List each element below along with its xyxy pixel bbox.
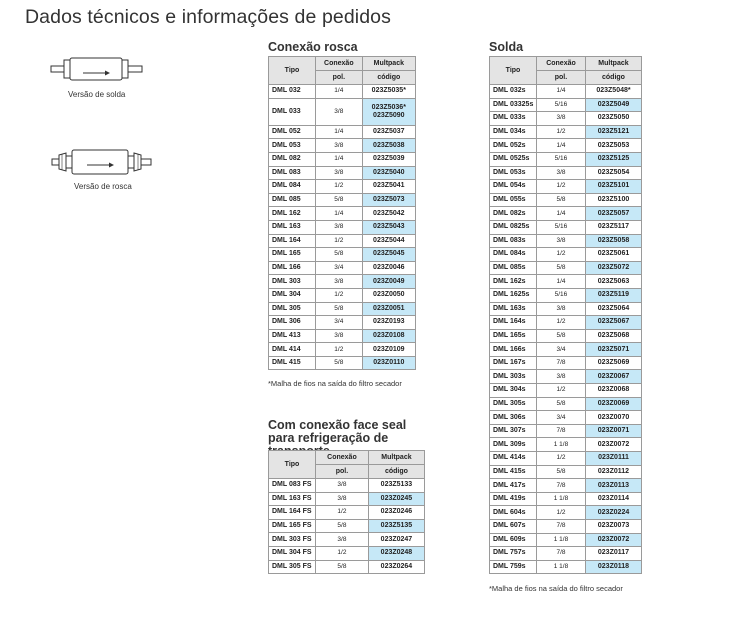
col-tipo: Tipo xyxy=(269,57,316,85)
faceseal-table xyxy=(268,450,425,574)
code-cell: 023Z0247 xyxy=(368,533,424,547)
code-cell: 023Z5044 xyxy=(362,234,415,248)
table-row xyxy=(490,547,642,561)
type-cell: DML 165s xyxy=(490,329,537,343)
col-conexao: Conexão xyxy=(316,451,369,465)
code-cell: 023Z5040 xyxy=(362,166,415,180)
code-cell: 023Z5064 xyxy=(585,302,641,316)
rosca-table xyxy=(268,56,416,370)
type-cell: DML 166 xyxy=(269,261,316,275)
pol-cell: 5/16 xyxy=(537,98,586,112)
table-row xyxy=(269,139,416,153)
type-cell: DML 032 xyxy=(269,85,316,99)
type-cell: DML 757s xyxy=(490,547,537,561)
flare-filter-drier-icon xyxy=(51,147,155,177)
table-row xyxy=(269,275,416,289)
table-row xyxy=(269,356,416,370)
type-cell: DML 305 xyxy=(269,302,316,316)
table-row xyxy=(490,492,642,506)
table-row xyxy=(269,125,416,139)
table-row xyxy=(269,492,425,506)
code-cell: 023Z5036* 023Z5090 xyxy=(362,98,415,125)
table-row xyxy=(269,519,425,533)
type-cell: DML 307s xyxy=(490,424,537,438)
code-cell: 023Z0049 xyxy=(362,275,415,289)
pol-cell: 5/16 xyxy=(537,152,586,166)
type-cell: DML 03325s xyxy=(490,98,537,112)
code-cell: 023Z0071 xyxy=(585,424,641,438)
table-row xyxy=(490,85,642,99)
table-row xyxy=(490,533,642,547)
pol-cell: 7/8 xyxy=(537,479,586,493)
pol-cell: 3/4 xyxy=(537,411,586,425)
type-cell: DML 165 FS xyxy=(269,519,316,533)
pol-cell: 3/8 xyxy=(316,166,363,180)
table-row xyxy=(490,207,642,221)
type-cell: DML 419s xyxy=(490,492,537,506)
pol-cell: 3/4 xyxy=(537,343,586,357)
pol-cell: 7/8 xyxy=(537,424,586,438)
type-cell: DML 083s xyxy=(490,234,537,248)
code-cell: 023Z5058 xyxy=(585,234,641,248)
table-row xyxy=(269,180,416,194)
type-cell: DML 414 xyxy=(269,343,316,357)
code-cell: 023Z0117 xyxy=(585,547,641,561)
pol-cell: 1/2 xyxy=(316,546,369,560)
code-cell: 023Z0046 xyxy=(362,261,415,275)
type-cell: DML 167s xyxy=(490,356,537,370)
code-cell: 023Z0050 xyxy=(362,288,415,302)
pol-cell: 5/8 xyxy=(537,397,586,411)
table-row xyxy=(490,397,642,411)
code-cell: 023Z0072 xyxy=(585,533,641,547)
table-row xyxy=(490,288,642,302)
type-cell: DML 759s xyxy=(490,560,537,574)
code-cell: 023Z0248 xyxy=(368,546,424,560)
pol-cell: 1 1/8 xyxy=(537,492,586,506)
solda-footnote: *Malha de fios na saída do filtro secador xyxy=(489,584,623,593)
pol-cell: 5/8 xyxy=(316,248,363,262)
type-cell: DML 305 FS xyxy=(269,560,316,574)
pol-cell: 3/8 xyxy=(537,234,586,248)
pol-cell: 1/4 xyxy=(537,85,586,99)
rosca-section-title: Conexão rosca xyxy=(268,40,358,54)
code-cell: 023Z5135 xyxy=(368,519,424,533)
pol-cell: 5/8 xyxy=(537,261,586,275)
col-pol: pol. xyxy=(316,71,363,85)
col-conexao: Conexão xyxy=(537,57,586,71)
code-cell: 023Z5054 xyxy=(585,166,641,180)
col-codigo: código xyxy=(362,71,415,85)
table-row xyxy=(269,207,416,221)
pol-cell: 5/8 xyxy=(537,193,586,207)
pol-cell: 3/8 xyxy=(537,166,586,180)
type-cell: DML 033 xyxy=(269,98,316,125)
type-cell: DML 053 xyxy=(269,139,316,153)
pol-cell: 1/2 xyxy=(316,506,369,520)
pol-cell: 7/8 xyxy=(537,520,586,534)
table-row xyxy=(269,166,416,180)
type-cell: DML 084s xyxy=(490,248,537,262)
code-cell: 023Z0072 xyxy=(585,438,641,452)
table-row xyxy=(269,288,416,302)
pol-cell: 5/16 xyxy=(537,288,586,302)
pol-cell: 3/8 xyxy=(316,479,369,493)
type-cell: DML 163s xyxy=(490,302,537,316)
type-cell: DML 0525s xyxy=(490,152,537,166)
type-cell: DML 0825s xyxy=(490,220,537,234)
pol-cell: 1/2 xyxy=(537,506,586,520)
table-row xyxy=(490,180,642,194)
code-cell: 023Z0245 xyxy=(368,492,424,506)
pol-cell: 1/2 xyxy=(537,180,586,194)
table-row xyxy=(490,520,642,534)
type-cell: DML 417s xyxy=(490,479,537,493)
pol-cell: 1/2 xyxy=(537,384,586,398)
page-title: Dados técnicos e informações de pedidos xyxy=(25,6,391,28)
table-row xyxy=(490,98,642,112)
col-conexao: Conexão xyxy=(316,57,363,71)
faceseal-section-title: Com conexão face seal para refrigeração de xyxy=(268,418,407,445)
code-cell: 023Z0070 xyxy=(585,411,641,425)
pol-cell: 3/8 xyxy=(316,329,363,343)
pol-cell: 1/4 xyxy=(537,139,586,153)
code-cell: 023Z5043 xyxy=(362,220,415,234)
pol-cell: 5/8 xyxy=(537,329,586,343)
table-row xyxy=(490,384,642,398)
type-cell: DML 083 xyxy=(269,166,316,180)
type-cell: DML 162 xyxy=(269,207,316,221)
pol-cell: 3/4 xyxy=(316,316,363,330)
code-cell: 023Z5101 xyxy=(585,180,641,194)
table-row xyxy=(490,411,642,425)
table-row xyxy=(490,234,642,248)
type-cell: DML 607s xyxy=(490,520,537,534)
type-cell: DML 304s xyxy=(490,384,537,398)
type-cell: DML 082s xyxy=(490,207,537,221)
table-row xyxy=(269,302,416,316)
pol-cell: 1 1/8 xyxy=(537,438,586,452)
pol-cell: 3/8 xyxy=(316,275,363,289)
type-cell: DML 304 FS xyxy=(269,546,316,560)
type-cell: DML 055s xyxy=(490,193,537,207)
table-row xyxy=(490,356,642,370)
type-cell: DML 085s xyxy=(490,261,537,275)
flare-version-label: Versão de rosca xyxy=(74,182,132,191)
col-codigo: código xyxy=(585,71,641,85)
table-row xyxy=(490,220,642,234)
code-cell: 023Z0264 xyxy=(368,560,424,574)
table-row xyxy=(269,220,416,234)
pol-cell: 3/8 xyxy=(316,492,369,506)
pol-cell: 1/2 xyxy=(316,234,363,248)
type-cell: DML 414s xyxy=(490,452,537,466)
pol-cell: 3/8 xyxy=(316,533,369,547)
col-pol: pol. xyxy=(316,465,369,479)
code-cell: 023Z5042 xyxy=(362,207,415,221)
type-cell: DML 415s xyxy=(490,465,537,479)
table-row xyxy=(490,152,642,166)
type-cell: DML 052s xyxy=(490,139,537,153)
col-tipo: Tipo xyxy=(269,451,316,479)
pol-cell: 1/4 xyxy=(316,125,363,139)
type-cell: DML 053s xyxy=(490,166,537,180)
code-cell: 023Z0110 xyxy=(362,356,415,370)
code-cell: 023Z5048* xyxy=(585,85,641,99)
code-cell: 023Z5039 xyxy=(362,152,415,166)
code-cell: 023Z0193 xyxy=(362,316,415,330)
code-cell: 023Z0118 xyxy=(585,560,641,574)
table-row xyxy=(490,125,642,139)
code-cell: 023Z5121 xyxy=(585,125,641,139)
pol-cell: 1/2 xyxy=(537,316,586,330)
type-cell: DML 305s xyxy=(490,397,537,411)
pol-cell: 5/8 xyxy=(316,519,369,533)
table-row xyxy=(269,343,416,357)
pol-cell: 7/8 xyxy=(537,356,586,370)
table-row xyxy=(269,193,416,207)
type-cell: DML 162s xyxy=(490,275,537,289)
table-row xyxy=(490,316,642,330)
type-cell: DML 164 xyxy=(269,234,316,248)
table-row xyxy=(490,465,642,479)
type-cell: DML 609s xyxy=(490,533,537,547)
table-row xyxy=(490,166,642,180)
code-cell: 023Z5073 xyxy=(362,193,415,207)
code-cell: 023Z0067 xyxy=(585,370,641,384)
type-cell: DML 033s xyxy=(490,112,537,126)
pol-cell: 3/8 xyxy=(316,220,363,234)
table-row xyxy=(269,560,425,574)
code-cell: 023Z0113 xyxy=(585,479,641,493)
type-cell: DML 052 xyxy=(269,125,316,139)
code-cell: 023Z0246 xyxy=(368,506,424,520)
type-cell: DML 034s xyxy=(490,125,537,139)
type-cell: DML 413 xyxy=(269,329,316,343)
table-row xyxy=(490,275,642,289)
col-pol: pol. xyxy=(537,71,586,85)
type-cell: DML 165 xyxy=(269,248,316,262)
code-cell: 023Z0111 xyxy=(585,452,641,466)
solda-section-title: Solda xyxy=(489,40,524,54)
type-cell: DML 085 xyxy=(269,193,316,207)
pol-cell: 3/4 xyxy=(316,261,363,275)
solda-table xyxy=(489,56,642,574)
type-cell: DML 306 xyxy=(269,316,316,330)
table-row xyxy=(490,560,642,574)
pol-cell: 1/4 xyxy=(316,85,363,99)
type-cell: DML 082 xyxy=(269,152,316,166)
type-cell: DML 303 FS xyxy=(269,533,316,547)
table-row xyxy=(490,261,642,275)
type-cell: DML 304 xyxy=(269,288,316,302)
code-cell: 023Z5041 xyxy=(362,180,415,194)
pol-cell: 1/2 xyxy=(316,288,363,302)
type-cell: DML 303 xyxy=(269,275,316,289)
rosca-footnote: *Malha de fios na saída do filtro secador xyxy=(268,379,402,388)
code-cell: 023Z5117 xyxy=(585,220,641,234)
type-cell: DML 1625s xyxy=(490,288,537,302)
code-cell: 023Z5119 xyxy=(585,288,641,302)
table-row xyxy=(269,506,425,520)
code-cell: 023Z0073 xyxy=(585,520,641,534)
type-cell: DML 306s xyxy=(490,411,537,425)
type-cell: DML 083 FS xyxy=(269,479,316,493)
pol-cell: 3/8 xyxy=(316,139,363,153)
col-multpack: Multpack xyxy=(368,451,424,465)
pol-cell: 1/4 xyxy=(537,207,586,221)
code-cell: 023Z5068 xyxy=(585,329,641,343)
code-cell: 023Z5037 xyxy=(362,125,415,139)
type-cell: DML 604s xyxy=(490,506,537,520)
pol-cell: 1/2 xyxy=(537,125,586,139)
code-cell: 023Z5061 xyxy=(585,248,641,262)
type-cell: DML 415 xyxy=(269,356,316,370)
code-cell: 023Z0108 xyxy=(362,329,415,343)
code-cell: 023Z5050 xyxy=(585,112,641,126)
code-cell: 023Z5049 xyxy=(585,98,641,112)
pol-cell: 5/16 xyxy=(537,220,586,234)
table-row xyxy=(490,112,642,126)
table-row xyxy=(269,152,416,166)
pol-cell: 1/4 xyxy=(537,275,586,289)
code-cell: 023Z0069 xyxy=(585,397,641,411)
code-cell: 023Z0051 xyxy=(362,302,415,316)
type-cell: DML 084 xyxy=(269,180,316,194)
pol-cell: 3/8 xyxy=(316,98,363,125)
table-row xyxy=(269,329,416,343)
code-cell: 023Z5045 xyxy=(362,248,415,262)
pol-cell: 1/2 xyxy=(316,343,363,357)
code-cell: 023Z0112 xyxy=(585,465,641,479)
table-row xyxy=(269,248,416,262)
table-row xyxy=(490,329,642,343)
table-row xyxy=(490,438,642,452)
col-multpack: Multpack xyxy=(362,57,415,71)
type-cell: DML 032s xyxy=(490,85,537,99)
type-cell: DML 309s xyxy=(490,438,537,452)
solder-version-label: Versão de solda xyxy=(68,90,126,99)
table-row xyxy=(269,234,416,248)
pol-cell: 1 1/8 xyxy=(537,560,586,574)
pol-cell: 1/4 xyxy=(316,152,363,166)
type-cell: DML 164s xyxy=(490,316,537,330)
code-cell: 023Z0068 xyxy=(585,384,641,398)
code-cell: 023Z5072 xyxy=(585,261,641,275)
code-cell: 023Z0109 xyxy=(362,343,415,357)
col-codigo: código xyxy=(368,465,424,479)
col-multpack: Multpack xyxy=(585,57,641,71)
code-cell: 023Z0224 xyxy=(585,506,641,520)
table-row xyxy=(490,343,642,357)
code-cell: 023Z5100 xyxy=(585,193,641,207)
code-cell: 023Z5038 xyxy=(362,139,415,153)
pol-cell: 5/8 xyxy=(316,560,369,574)
type-cell: DML 163 FS xyxy=(269,492,316,506)
pol-cell: 1/4 xyxy=(316,207,363,221)
table-row xyxy=(490,452,642,466)
table-row xyxy=(490,248,642,262)
table-row xyxy=(490,370,642,384)
table-row xyxy=(490,506,642,520)
code-cell: 023Z5069 xyxy=(585,356,641,370)
pol-cell: 3/8 xyxy=(537,302,586,316)
table-row xyxy=(490,193,642,207)
code-cell: 023Z5053 xyxy=(585,139,641,153)
code-cell: 023Z5035* xyxy=(362,85,415,99)
code-cell: 023Z5133 xyxy=(368,479,424,493)
code-cell: 023Z5125 xyxy=(585,152,641,166)
solder-filter-drier-icon xyxy=(50,56,146,84)
table-row xyxy=(269,546,425,560)
type-cell: DML 166s xyxy=(490,343,537,357)
table-row xyxy=(269,85,416,99)
pol-cell: 3/8 xyxy=(537,112,586,126)
type-cell: DML 164 FS xyxy=(269,506,316,520)
table-row xyxy=(269,533,425,547)
pol-cell: 3/8 xyxy=(537,370,586,384)
pol-cell: 1 1/8 xyxy=(537,533,586,547)
pol-cell: 7/8 xyxy=(537,547,586,561)
pol-cell: 5/8 xyxy=(316,356,363,370)
table-row xyxy=(269,316,416,330)
code-cell: 023Z5057 xyxy=(585,207,641,221)
pol-cell: 5/8 xyxy=(316,193,363,207)
table-row xyxy=(269,261,416,275)
type-cell: DML 303s xyxy=(490,370,537,384)
table-row xyxy=(490,479,642,493)
pol-cell: 5/8 xyxy=(316,302,363,316)
table-row xyxy=(490,424,642,438)
type-cell: DML 163 xyxy=(269,220,316,234)
pol-cell: 1/2 xyxy=(537,452,586,466)
pol-cell: 1/2 xyxy=(537,248,586,262)
code-cell: 023Z5063 xyxy=(585,275,641,289)
code-cell: 023Z0114 xyxy=(585,492,641,506)
col-tipo: Tipo xyxy=(490,57,537,85)
table-row xyxy=(269,98,416,125)
pol-cell: 1/2 xyxy=(316,180,363,194)
code-cell: 023Z5071 xyxy=(585,343,641,357)
table-row xyxy=(490,302,642,316)
table-row xyxy=(269,479,425,493)
table-row xyxy=(490,139,642,153)
pol-cell: 5/8 xyxy=(537,465,586,479)
type-cell: DML 054s xyxy=(490,180,537,194)
code-cell: 023Z5067 xyxy=(585,316,641,330)
